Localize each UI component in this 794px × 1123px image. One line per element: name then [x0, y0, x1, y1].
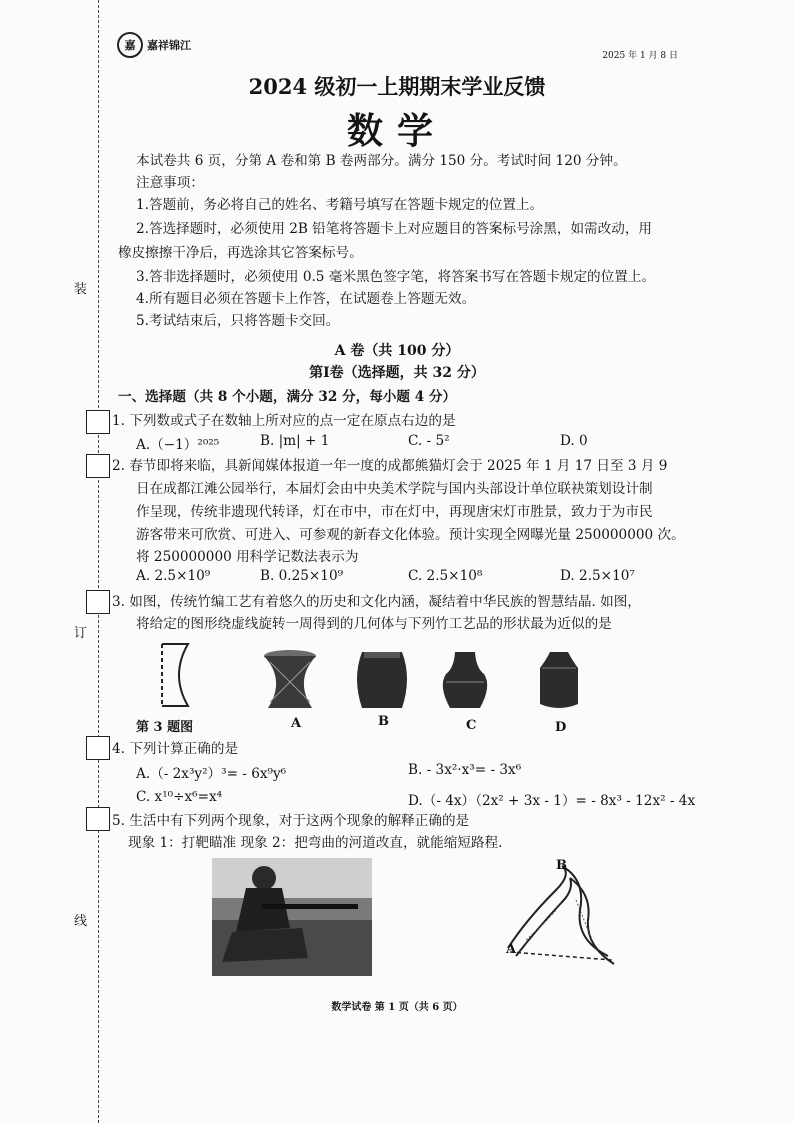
- section-a-heading: A 卷（共 100 分）: [334, 343, 460, 359]
- option-a: A. 2.5×10⁹: [136, 568, 211, 584]
- figure-label-b: B: [378, 714, 389, 729]
- exam-date: 2025 年 1 月 8 日: [602, 51, 678, 61]
- note-line: 5.考试结束后，只将答题卡交回。: [136, 313, 340, 329]
- bamboo-craft-a-icon: [264, 650, 316, 708]
- river-point-a: A: [506, 942, 517, 957]
- note-line: 3.答非选择题时，必须使用 0.5 毫米黑色签字笔，将答案书写在答题卡规定的位置上。: [136, 269, 656, 285]
- figure-label-c: C: [466, 718, 477, 733]
- question-line: 3. 如图，传统竹编工艺有着悠久的历史和文化内涵，凝结着中华民族的智慧结晶. 如图，: [112, 594, 641, 610]
- bamboo-craft-c-icon: [443, 652, 487, 708]
- bamboo-craft-b-icon: [357, 652, 407, 708]
- binding-margin-line: [98, 0, 99, 1123]
- margin-char-ding: 订: [74, 626, 88, 641]
- shooting-photo: [212, 858, 372, 976]
- exam-title: 2024 级初一上期期末学业反馈: [248, 74, 546, 99]
- question-line: 将给定的图形绕虚线旋转一周得到的几何体与下列竹工艺品的形状最为近似的是: [136, 616, 612, 632]
- option-d: D. 0: [560, 433, 588, 449]
- part-one-title: 一、选择题（共 8 个小题，满分 32 分，每小题 4 分）: [118, 389, 457, 405]
- school-logo: [117, 32, 191, 58]
- answer-box[interactable]: [86, 807, 110, 831]
- option-d: D. 2.5×10⁷: [560, 568, 635, 584]
- margin-char-zhuang: 装: [74, 282, 88, 297]
- option-c: C. x¹⁰÷x⁶=x⁴: [136, 789, 223, 805]
- question-stem: 5. 生活中有下列两个现象，对于这两个现象的解释正确的是: [112, 813, 470, 829]
- note-line: 2.答选择题时，必须使用 2B 铅笔将答题卡上对应题目的答案标号涂黑，如需改动，用: [136, 221, 653, 237]
- options-row: [136, 433, 716, 455]
- option-b: B. - 3x²·x³= - 3x⁶: [408, 762, 522, 778]
- option-a: A.（- 2x³y²）³= - 6x⁹y⁶: [136, 766, 287, 782]
- river-point-b: B: [556, 858, 567, 873]
- options-row: [136, 762, 716, 784]
- answer-box[interactable]: [86, 410, 110, 434]
- notes-title: 注意事项：: [136, 175, 204, 191]
- answer-box[interactable]: [86, 590, 110, 614]
- question-line: 将 250000000 用科学记数法表示为: [136, 549, 359, 565]
- option-d: D.（- 4x）（2x² + 3x - 1）= - 8x³ - 12x² - 4x: [408, 793, 696, 809]
- note-line: 橡皮擦擦干净后，再选涂其它答案标号。: [118, 245, 363, 261]
- question-line: 作呈现，传统非遗现代转译，灯在市中，市在灯中，再现唐宋灯市胜景，致力于为市民: [136, 504, 653, 520]
- page-footer: 数学试卷 第 1 页（共 6 页）: [331, 1002, 463, 1013]
- note-line: 4.所有题目必须在答题卡上作答，在试题卷上答题无效。: [136, 291, 476, 307]
- river-diagram: [496, 860, 626, 980]
- bamboo-craft-d-icon: [540, 652, 578, 708]
- option-b: B. |m| + 1: [260, 433, 330, 449]
- question-stem: 1. 下列数或式子在数轴上所对应的点一定在原点右边的是: [112, 413, 456, 429]
- figure-caption: 第 3 题图: [136, 720, 194, 735]
- note-line: 1.答题前，务必将自己的姓名、考籍号填写在答题卡规定的位置上。: [136, 197, 544, 213]
- subject-title: 数学: [346, 110, 447, 152]
- option-c: C. 2.5×10⁸: [408, 568, 483, 584]
- figure-label-a: A: [291, 716, 302, 731]
- school-seal-icon: 嘉: [117, 32, 143, 58]
- answer-box[interactable]: [86, 454, 110, 478]
- option-b: B. 0.25×10⁹: [260, 568, 344, 584]
- figure-label-d: D: [555, 720, 567, 735]
- margin-char-xian: 线: [74, 914, 88, 929]
- options-row: [136, 789, 716, 811]
- intro-text: 本试卷共 6 页，分第 A 卷和第 B 卷两部分。满分 150 分。考试时间 120 分钟。: [136, 153, 627, 169]
- answer-box[interactable]: [86, 736, 110, 760]
- question-stem: 4. 下列计算正确的是: [112, 741, 239, 757]
- question-line: 2. 春节即将来临，具新闻媒体报道一年一度的成都熊猫灯会于 2025 年 1 月 17 日至 3 月 9: [112, 458, 668, 474]
- options-row: [136, 568, 716, 590]
- phenomena-text: 现象 1：打靶瞄准 现象 2：把弯曲的河道改直，就能缩短路程.: [128, 835, 503, 851]
- question-line: 游客带来可欣赏、可进入、可参观的新春文化体验。预计实现全网曝光量 250000000 次。: [136, 527, 685, 543]
- option-c: C. - 5²: [408, 433, 450, 449]
- school-name: 嘉祥锦江: [147, 39, 191, 52]
- rotation-shape-figure: [162, 644, 188, 706]
- section-a1-heading: 第Ⅰ卷（选择题，共 32 分）: [309, 365, 485, 381]
- option-a: A.（−1）²⁰²⁵: [136, 437, 220, 453]
- q3-figures: [140, 638, 600, 738]
- question-line: 日在成都江滩公园举行，本届灯会由中央美术学院与国内头部设计单位联袂策划设计制: [136, 481, 653, 497]
